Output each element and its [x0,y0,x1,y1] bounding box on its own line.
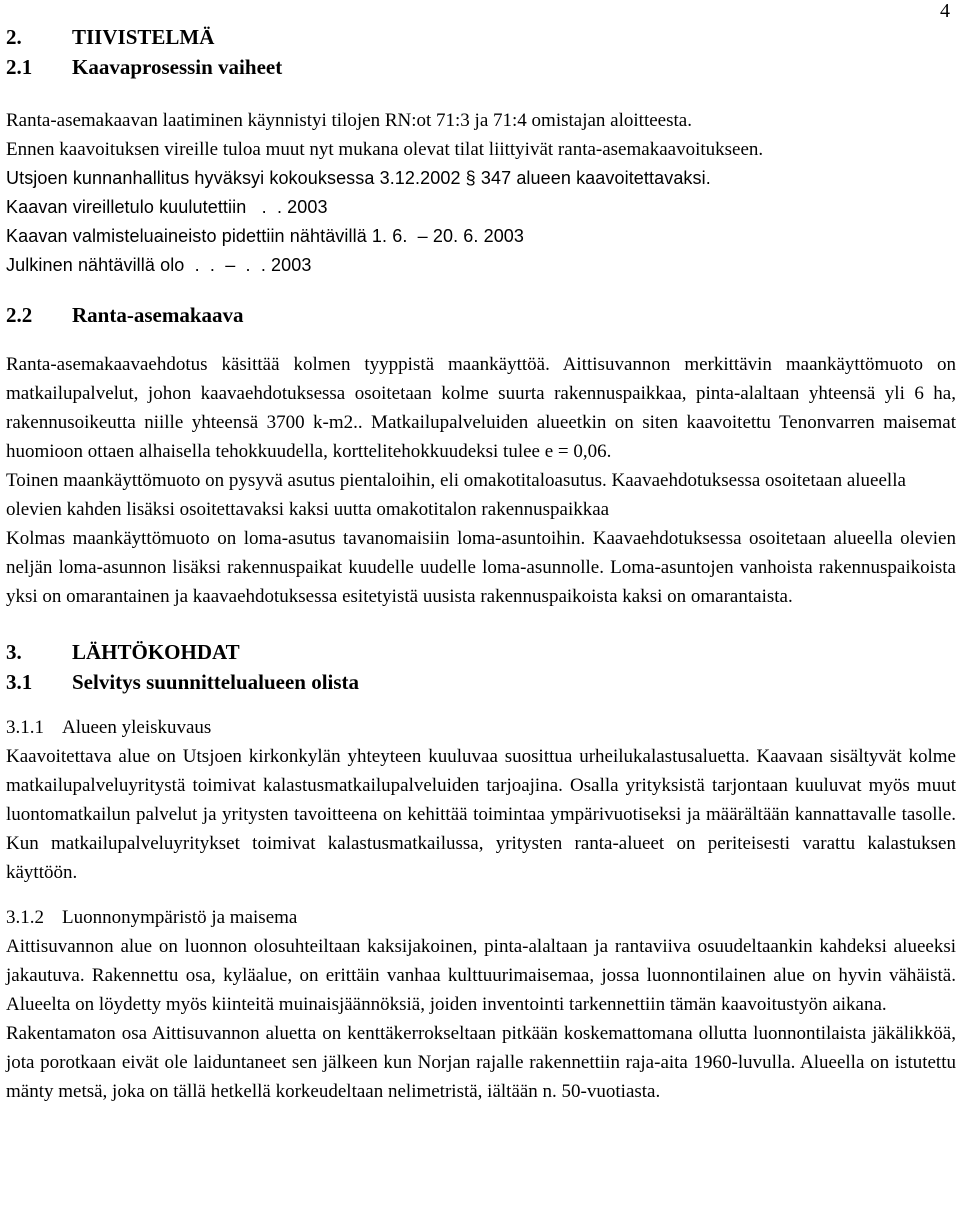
heading-section-2-2 [6,300,956,330]
process-line: Utsjoen kunnanhallitus hyväksyi kokouksessa 3.12.2002 § 347 alueen kaavoitettavaksi. [6,168,711,188]
heading-title: LÄHTÖKOHDAT [72,640,240,664]
heading-number: 2.2 [6,303,33,327]
page-number: 4 [940,0,950,22]
process-line: Julkinen nähtävillä olo . . – . . 2003 [6,255,312,275]
paragraph: Kaavoitettava alue on Utsjoen kirkonkylän yhteyteen kuuluvaa suosittua urheilukalastusaluetta. Kaavaan sisältyvät kolme matkailupalveluyritystä toimivat kalastusmatkailupalveluiden tarjoajina. Osalla yrityksistä tarjontaan kuuluvat myös muut luontomatkailun palvelut ja yritysten tavoitteena on kehittää toimintaa ympärivuotiseksi ja määrältään kannattavalle tasolle. Kun matkailupalveluyritykset toimivat kalastusmatkailussa, yritysten ranta-alueet on periteisesti varattu kalastuksen käyttöön. [6,746,956,883]
heading-section-3-1 [6,667,956,697]
heading-section-2-1 [6,52,956,82]
heading-title: Alueen yleiskuvaus [62,717,212,738]
heading-number: 3.1 [6,670,33,694]
heading-number: 2.1 [6,55,33,79]
heading-title: Kaavaprosessin vaiheet [72,55,283,79]
heading-number: 3.1.2 [6,907,44,928]
heading-number: 3.1.1 [6,717,44,738]
process-line: Ranta-asemakaavan laatiminen käynnistyi tilojen RN:ot 71:3 ja 71:4 omistajan aloitteesta. [6,110,692,131]
process-line: Kaavan vireilletulo kuulutettiin . . 2003 [6,197,328,217]
paragraph: Rakentamaton osa Aittisuvannon aluetta on kenttäkerrokseltaan pitkään koskemattomana ollutta luonnontilaista jäkälikköä, jota porotkaan eivät ole laiduntaneet sen jälkeen kun Norjan rajalle rakennettiin raja-aita 1960-luvulla. Alueella on istutettu mänty metsä, joka on tällä hetkellä korkeudeltaan nelimetristä, iältään n. 50-vuotiasta. [6,1023,956,1102]
document-body [6,22,956,1106]
paragraph: Aittisuvannon alue on luonnon olosuhteiltaan kaksijakoinen, pinta-alaltaan ja rantaviiva osuudeltaankin kahdeksi alueeksi jakautuva. Rakennettu osa, kyläalue, on erittäin vanhaa kulttuurimaisemaa, jossa luonnontilainen alue on hyvin vähäistä. Alueelta on löydetty myös kiinteitä muinaisjäännöksiä, joiden inventointi tarkennettiin tämän kaavoitustyön aikana. [6,936,956,1015]
paragraph: Toinen maankäyttömuoto on pysyvä asutus pientaloihin, eli omakotitaloasutus. Kaavaehdotuksessa osoitetaan alueella olevien kahden lisäksi osoitettavaksi kaksi uutta omakotitalon rakennuspaikkaa [6,470,906,520]
heading-title: Luonnonympäristö ja maisema [62,907,298,928]
heading-title: Selvitys suunnittelualueen olista [72,670,360,694]
process-line: Kaavan valmisteluaineisto pidettiin nähtävillä 1. 6. – 20. 6. 2003 [6,226,525,246]
heading-title: TIIVISTELMÄ [72,25,215,49]
paragraph: Kolmas maankäyttömuoto on loma-asutus tavanomaisiin loma-asuntoihin. Kaavaehdotuksessa osoitetaan alueella olevien neljän loma-asunnon lisäksi rakennuspaikat kuudelle uudelle loma-asunnolle. Loma-asuntojen vanhoista rakennuspaikoista yksi on omarantainen ja kaavaehdotuksessa esitetyistä uusista rakennuspaikoista kaksi on omarantaista. [6,528,956,607]
heading-number: 3. [6,640,22,664]
heading-number: 2. [6,25,22,49]
heading-section-3 [6,637,956,667]
heading-title: Ranta-asemakaava [72,303,244,327]
heading-section-2 [6,22,956,52]
heading-section-3-1-2 [6,903,956,932]
heading-section-3-1-1 [6,713,956,742]
process-line: Ennen kaavoituksen vireille tuloa muut nyt mukana olevat tilat liittyivät ranta-asemakaavoitukseen. [6,139,764,160]
paragraph: Ranta-asemakaavaehdotus käsittää kolmen tyyppistä maankäyttöä. Aittisuvannon merkittävin maankäyttömuoto on matkailupalvelut, johon kaavaehdotuksessa osoitetaan kolme suurta rakennuspaikkaa, pinta-alaltaan yhteensä yli 6 ha, rakennusoikeutta niille yhteensä 3700 k-m2.. Matkailupalveluiden alueetkin on siten kaavoitettu Tenonvarren maisemat huomioon ottaen alhaisella tehokkuudella, korttelitehokkuudeksi tulee e = 0,06. [6,354,956,462]
